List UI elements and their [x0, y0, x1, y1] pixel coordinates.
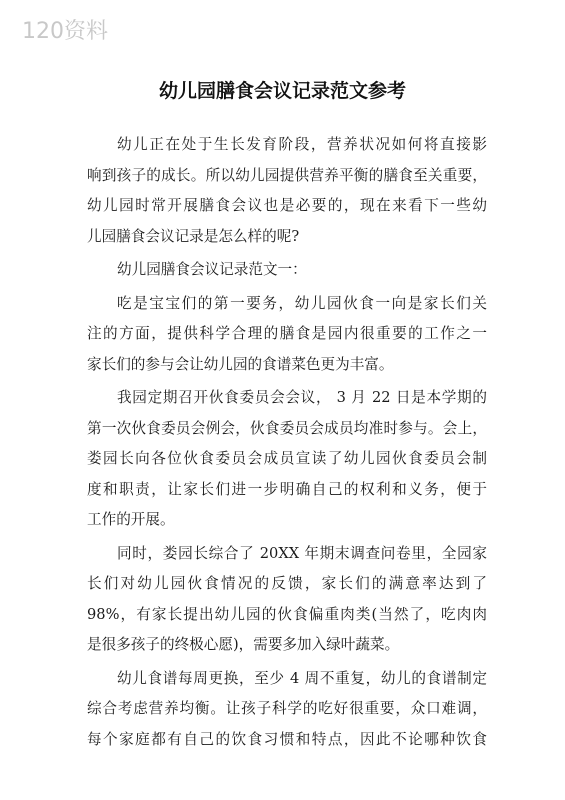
text-line: 综合考虑营养均衡。让孩子科学的吃好很重要，众口难调， — [87, 700, 487, 717]
text-line: 98%，有家长提出幼儿园的伙食偏重肉类(当然了，吃肉肉 — [87, 605, 487, 623]
text-line: 儿园膳食会议记录是怎么样的呢? — [87, 227, 300, 245]
paragraph-1 — [87, 130, 487, 252]
text-line: 我园定期召开伙食委员会会议， 3 月 22 日是本学期的 — [117, 389, 487, 406]
text-line: 第一次伙食委员会例会，伙食委员会成员均准时参与。会上， — [87, 419, 487, 437]
paragraph-4 — [87, 383, 487, 536]
document-title: 幼儿园膳食会议记录范文参考 — [158, 80, 406, 102]
text-line: 吃是宝宝们的第一要务，幼儿园伙食一向是家长们关 — [117, 294, 487, 312]
document-body — [87, 130, 487, 758]
text-line: 工作的开展。 — [87, 511, 175, 528]
paragraph-5 — [87, 539, 487, 661]
text-line: 是很多孩子的终极心愿)，需要多加入绿叶蔬菜。 — [87, 636, 400, 653]
text-line: 度和职责，让家长们进一步明确自己的权利和义务，便于 — [87, 480, 487, 498]
text-line: 家长们的参与会让幼儿园的食谱菜色更为丰富。 — [87, 355, 394, 373]
text-line: 幼儿园时常开展膳食会议也是必要的，现在来看下一些幼 — [87, 197, 487, 214]
section-heading: 幼儿园膳食会议记录范文一： — [117, 261, 307, 278]
text-line: 响到孩子的成长。所以幼儿园提供营养平衡的膳食至关重要， — [87, 166, 487, 184]
text-line: 长们对幼儿园伙食情况的反馈，家长们的满意率达到了 — [87, 575, 487, 592]
text-line: 每个家庭都有自己的饮食习惯和特点，因此不论哪种饮食 — [87, 730, 487, 748]
watermark-logo: 120资料 — [22, 19, 108, 44]
text-line: 幼儿食谱每周更换，至少 4 周不重复，幼儿的食谱制定 — [117, 669, 487, 687]
paragraph-2 — [87, 255, 487, 286]
text-line: 娄园长向各位伙食委员会成员宣读了幼儿园伙食委员会制 — [87, 450, 487, 467]
paragraph-3 — [87, 289, 487, 381]
text-line: 同时，娄园长综合了 20XX 年期末调查问卷里，全园家 — [117, 544, 487, 562]
text-line: 幼儿正在处于生长发育阶段，营养状况如何将直接影 — [117, 136, 487, 153]
text-line: 注的方面，提供科学合理的膳食是园内很重要的工作之一 — [87, 325, 487, 342]
paragraph-6 — [87, 664, 487, 756]
